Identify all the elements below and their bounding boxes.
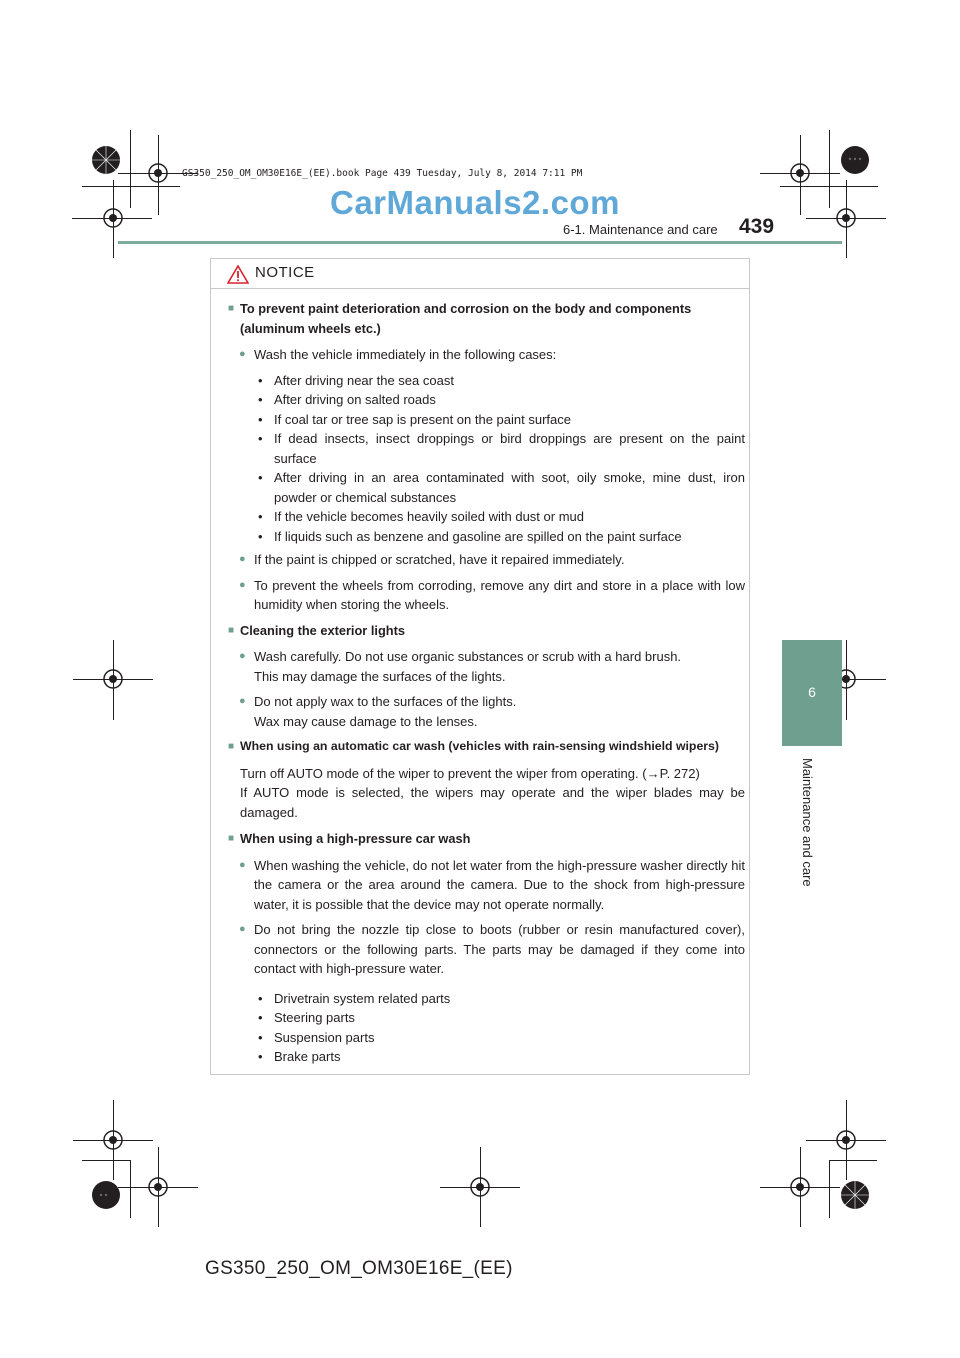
registration-mark-icon xyxy=(785,1172,815,1202)
registration-mark-icon xyxy=(143,158,173,188)
list-item: • If dead insects, insect droppings or bird droppings are present on the paint surface xyxy=(256,429,745,468)
list-item xyxy=(228,647,745,686)
list-item: • Steering parts xyxy=(256,1008,745,1028)
registration-mark-icon xyxy=(831,203,861,233)
list-item-line: ● Wash carefully. Do not use organic substances or scrub with a hard brush. xyxy=(254,649,682,664)
registration-mark-icon xyxy=(143,1172,173,1202)
chapter-label: Maintenance and care xyxy=(800,758,815,887)
list-item: • If liquids such as benzene and gasoline are spilled on the paint surface xyxy=(256,527,745,547)
registration-mark-icon xyxy=(831,1125,861,1155)
list-item: • Drivetrain system related parts xyxy=(256,989,745,1009)
parts-list xyxy=(228,989,745,1067)
section-heading-lights: ■ Cleaning the exterior lights xyxy=(228,621,745,641)
document-code: GS350_250_OM_OM30E16E_(EE) xyxy=(205,1258,513,1279)
list-item: • Brake parts xyxy=(256,1047,745,1067)
watermark-logo: CarManuals2.com xyxy=(330,184,620,221)
list-item: ● To prevent the wheels from corroding, remove any dirt and store in a place with low humidity when storing the wheels. xyxy=(228,576,745,615)
starburst-mark-icon xyxy=(91,145,121,175)
list-item-line: This may damage the surfaces of the lights. xyxy=(254,668,506,684)
notice-header xyxy=(211,259,749,289)
list-item: • If coal tar or tree sap is present on the paint surface xyxy=(256,410,745,430)
case-list xyxy=(228,371,745,547)
list-item-line: ● Do not apply wax to the surfaces of the lights. xyxy=(254,694,517,709)
notice-box xyxy=(210,258,750,1075)
list-item: ● When washing the vehicle, do not let water from the high-pressure washer directly hit the camera or the area around the camera. Due to the shock from high-pressure water, it is possible that the device may not operate normally. xyxy=(228,856,745,915)
list-item-line: Wax may cause damage to the lenses. xyxy=(254,713,478,729)
list-item: • After driving on salted roads xyxy=(256,390,745,410)
registration-mark-icon xyxy=(785,158,815,188)
page-number: 439 xyxy=(739,215,775,238)
section-title: 6-1. Maintenance and care xyxy=(563,222,718,237)
notice-title: NOTICE xyxy=(255,264,315,281)
color-dot-icon xyxy=(840,145,870,175)
paragraph-line: If AUTO mode is selected, the wipers may operate and the wiper blades may be damaged. xyxy=(240,785,745,820)
list-item: • Suspension parts xyxy=(256,1028,745,1048)
warning-triangle-icon xyxy=(227,265,249,284)
section-heading-pressure: ■ When using a high-pressure car wash xyxy=(228,829,745,849)
list-item: • If the vehicle becomes heavily soiled with dust or mud xyxy=(256,507,745,527)
notice-content xyxy=(228,299,745,1071)
registration-mark-icon xyxy=(98,1125,128,1155)
list-item xyxy=(228,692,745,731)
chapter-number: 6 xyxy=(808,684,816,700)
section-heading-paint: ■ To prevent paint deterioration and corrosion on the body and components (aluminum wheels etc.) xyxy=(228,299,745,338)
list-item: ● Do not bring the nozzle tip close to boots (rubber or resin manufactured cover), connectors or the following parts. The parts may be damaged if they come into contact with high-pressure water. xyxy=(228,920,745,979)
list-item: • After driving in an area contaminated with soot, oily smoke, mine dust, iron powder or chemical substances xyxy=(256,468,745,507)
section-heading-carwash: ■ When using an automatic car wash (vehicles with rain-sensing windshield wipers) xyxy=(228,737,745,757)
list-item: ● Wash the vehicle immediately in the following cases: xyxy=(228,345,745,365)
registration-mark-icon xyxy=(98,203,128,233)
starburst-mark-icon xyxy=(840,1180,870,1210)
header-rule xyxy=(118,241,842,244)
color-dot-icon xyxy=(91,1180,121,1210)
registration-mark-icon xyxy=(98,664,128,694)
print-slug: GS350_250_OM_OM30E16E_(EE).book Page 439 Tuesday, July 8, 2014 7:11 PM xyxy=(182,168,583,179)
paragraph xyxy=(228,764,745,823)
list-item: ● If the paint is chipped or scratched, have it repaired immediately. xyxy=(228,550,745,570)
list-item: • After driving near the sea coast xyxy=(256,371,745,391)
paragraph-line: Turn off AUTO mode of the wiper to prevent the wiper from operating. (→P. 272) xyxy=(240,765,700,781)
registration-mark-icon xyxy=(465,1172,495,1202)
